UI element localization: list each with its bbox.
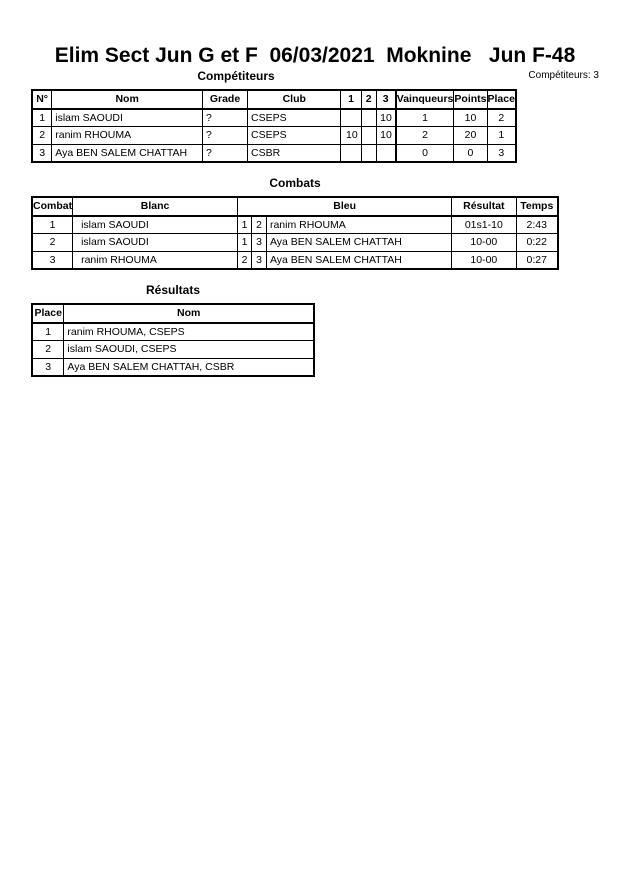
score-round-3: 10 bbox=[376, 127, 396, 145]
competitor-points: 10 bbox=[454, 109, 487, 127]
col-header-name: Nom bbox=[52, 90, 203, 109]
col-header-place: Place bbox=[487, 90, 516, 109]
col-header-round-1: 1 bbox=[341, 90, 361, 109]
competitors-table bbox=[31, 89, 517, 163]
competitor-club: CSEPS bbox=[248, 127, 341, 145]
combat-result: 10-00 bbox=[452, 234, 516, 252]
combat-number: 3 bbox=[32, 251, 73, 269]
col-header-name: Nom bbox=[64, 304, 314, 323]
table-row bbox=[32, 251, 558, 269]
competitor-wins: 0 bbox=[396, 144, 454, 162]
combat-result: 01s1-10 bbox=[452, 216, 516, 234]
combat-result: 10-00 bbox=[452, 251, 516, 269]
results-header-row bbox=[32, 304, 314, 323]
table-row bbox=[32, 144, 516, 162]
white-number: 1 bbox=[238, 216, 252, 234]
combats-header-row bbox=[32, 197, 558, 216]
combat-time: 0:22 bbox=[516, 234, 558, 252]
results-table bbox=[31, 303, 315, 377]
competitor-club: CSBR bbox=[248, 144, 341, 162]
combat-time: 0:27 bbox=[516, 251, 558, 269]
table-row bbox=[32, 358, 314, 376]
competitors-header-row bbox=[32, 90, 516, 109]
result-place: 1 bbox=[32, 323, 64, 341]
col-header-time: Temps bbox=[516, 197, 558, 216]
competitor-wins: 1 bbox=[396, 109, 454, 127]
white-number: 1 bbox=[238, 234, 252, 252]
table-row bbox=[32, 323, 314, 341]
blue-competitor: Aya BEN SALEM CHATTAH bbox=[266, 251, 451, 269]
score-round-1 bbox=[341, 109, 361, 127]
results-heading: Résultats bbox=[145, 283, 201, 297]
table-row bbox=[32, 109, 516, 127]
col-header-number: N° bbox=[32, 90, 52, 109]
table-row bbox=[32, 216, 558, 234]
competitor-place: 3 bbox=[487, 144, 516, 162]
col-header-result: Résultat bbox=[452, 197, 516, 216]
score-round-3: 10 bbox=[376, 109, 396, 127]
score-round-3 bbox=[376, 144, 396, 162]
competitor-place: 2 bbox=[487, 109, 516, 127]
table-row bbox=[32, 127, 516, 145]
competitor-wins: 2 bbox=[396, 127, 454, 145]
col-header-round-2: 2 bbox=[361, 90, 376, 109]
result-place: 3 bbox=[32, 358, 64, 376]
competitor-grade: ? bbox=[203, 144, 248, 162]
competitor-name: islam SAOUDI bbox=[52, 109, 203, 127]
score-round-2 bbox=[361, 127, 376, 145]
blue-number: 2 bbox=[252, 216, 267, 234]
result-name: ranim RHOUMA, CSEPS bbox=[64, 323, 314, 341]
competitor-name: ranim RHOUMA bbox=[52, 127, 203, 145]
col-header-blue: Bleu bbox=[238, 197, 452, 216]
combats-heading: Combats bbox=[269, 176, 321, 190]
competitor-grade: ? bbox=[203, 127, 248, 145]
col-header-points: Points bbox=[454, 90, 487, 109]
competitor-number: 3 bbox=[32, 144, 52, 162]
combats-table bbox=[31, 196, 559, 270]
table-row bbox=[32, 341, 314, 359]
result-name: islam SAOUDI, CSEPS bbox=[64, 341, 314, 359]
score-round-2 bbox=[361, 144, 376, 162]
score-round-1 bbox=[341, 144, 361, 162]
page-title: Elim Sect Jun G et F 06/03/2021 Moknine Jun F-48 bbox=[54, 44, 576, 67]
blue-competitor: ranim RHOUMA bbox=[266, 216, 451, 234]
col-header-round-3: 3 bbox=[376, 90, 396, 109]
competitor-number: 1 bbox=[32, 109, 52, 127]
competitor-count: Compétiteurs: 3 bbox=[528, 70, 599, 81]
combat-number: 2 bbox=[32, 234, 73, 252]
white-competitor: islam SAOUDI bbox=[73, 216, 238, 234]
col-header-combat: Combat bbox=[32, 197, 73, 216]
competitor-club: CSEPS bbox=[248, 109, 341, 127]
competitor-points: 20 bbox=[454, 127, 487, 145]
blue-number: 3 bbox=[252, 251, 267, 269]
result-name: Aya BEN SALEM CHATTAH, CSBR bbox=[64, 358, 314, 376]
result-place: 2 bbox=[32, 341, 64, 359]
col-header-wins: Vainqueurs bbox=[396, 90, 454, 109]
blue-number: 3 bbox=[252, 234, 267, 252]
competitor-number: 2 bbox=[32, 127, 52, 145]
competitor-name: Aya BEN SALEM CHATTAH bbox=[52, 144, 203, 162]
competitors-heading: Compétiteurs bbox=[197, 69, 275, 83]
competitor-points: 0 bbox=[454, 144, 487, 162]
col-header-white: Blanc bbox=[73, 197, 238, 216]
white-competitor: ranim RHOUMA bbox=[73, 251, 238, 269]
score-round-1: 10 bbox=[341, 127, 361, 145]
col-header-club: Club bbox=[248, 90, 341, 109]
competitor-place: 1 bbox=[487, 127, 516, 145]
blue-competitor: Aya BEN SALEM CHATTAH bbox=[266, 234, 451, 252]
col-header-grade: Grade bbox=[203, 90, 248, 109]
combat-time: 2:43 bbox=[516, 216, 558, 234]
white-competitor: islam SAOUDI bbox=[73, 234, 238, 252]
white-number: 2 bbox=[238, 251, 252, 269]
competitor-grade: ? bbox=[203, 109, 248, 127]
col-header-place: Place bbox=[32, 304, 64, 323]
score-round-2 bbox=[361, 109, 376, 127]
table-row bbox=[32, 234, 558, 252]
combat-number: 1 bbox=[32, 216, 73, 234]
